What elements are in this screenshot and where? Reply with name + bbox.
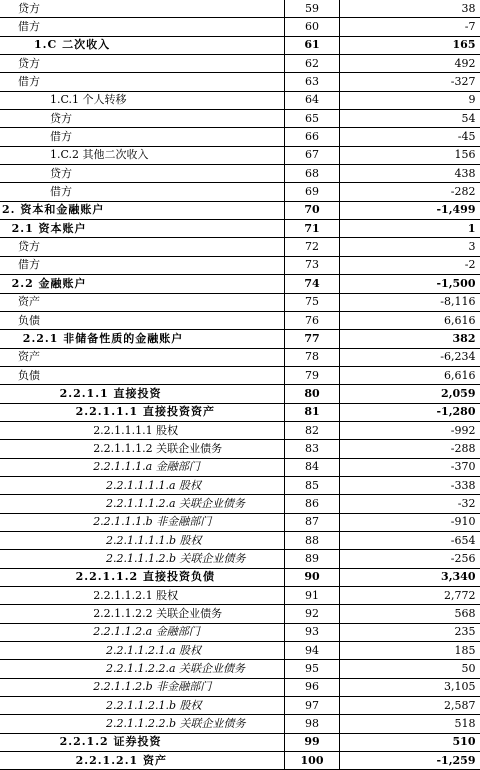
table-row <box>0 568 480 586</box>
row-value: 9 <box>340 91 480 109</box>
table-row <box>0 348 480 366</box>
row-value: 6,616 <box>340 311 480 329</box>
table-row <box>0 678 480 696</box>
row-value: 50 <box>340 660 480 678</box>
row-label: 2.2.1.1.1.2.a 关联企业债务 <box>0 496 245 512</box>
table-row <box>0 531 480 549</box>
line-number: 85 <box>285 476 340 494</box>
table-row <box>0 366 480 384</box>
row-label-cell <box>0 366 285 384</box>
row-value: 438 <box>340 165 480 183</box>
line-number: 78 <box>285 348 340 366</box>
row-label: 借方 <box>0 19 40 35</box>
row-label-cell <box>0 385 285 403</box>
line-number: 94 <box>285 642 340 660</box>
row-value: -1,499 <box>340 201 480 219</box>
row-label-cell <box>0 275 285 293</box>
row-value: -370 <box>340 458 480 476</box>
row-label: 2.2.1.2 证券投资 <box>0 734 162 750</box>
table-row <box>0 715 480 733</box>
table-row <box>0 733 480 751</box>
row-label: 2.2.1 非储备性质的金融账户 <box>0 331 183 347</box>
row-label-cell <box>0 55 285 73</box>
line-number: 79 <box>285 366 340 384</box>
table-row <box>0 697 480 715</box>
row-label-cell <box>0 311 285 329</box>
row-value: 3 <box>340 238 480 256</box>
row-label: 借方 <box>0 184 72 200</box>
row-label: 2.2.1.2.1 资产 <box>0 753 167 769</box>
row-label: 贷方 <box>0 111 72 127</box>
row-value: 382 <box>340 330 480 348</box>
row-label-cell <box>0 128 285 146</box>
row-label-cell <box>0 587 285 605</box>
row-label-cell <box>0 146 285 164</box>
line-number: 72 <box>285 238 340 256</box>
row-label-cell <box>0 421 285 439</box>
row-value: -288 <box>340 440 480 458</box>
line-number: 80 <box>285 385 340 403</box>
row-label: 2.2.1.1.2.b 非金融部门 <box>0 679 211 695</box>
row-label: 2.2.1.1.1.1.b 股权 <box>0 533 202 549</box>
row-label: 2.2.1.1.1.1 股权 <box>0 423 178 439</box>
row-label: 2.2.1.1.1 直接投资资产 <box>0 404 215 420</box>
row-value: -6,234 <box>340 348 480 366</box>
row-value: -654 <box>340 531 480 549</box>
line-number: 60 <box>285 18 340 36</box>
row-label-cell <box>0 403 285 421</box>
row-label-cell <box>0 568 285 586</box>
row-value: 38 <box>340 0 480 18</box>
table-row <box>0 110 480 128</box>
row-label: 2.2.1.1.2.1.a 股权 <box>0 643 201 659</box>
row-value: 3,105 <box>340 678 480 696</box>
line-number: 88 <box>285 531 340 549</box>
table-row <box>0 275 480 293</box>
table-row <box>0 550 480 568</box>
table-row <box>0 238 480 256</box>
row-value: -7 <box>340 18 480 36</box>
row-value: -8,116 <box>340 293 480 311</box>
table-row <box>0 421 480 439</box>
row-value: 2,587 <box>340 697 480 715</box>
line-number: 98 <box>285 715 340 733</box>
row-value: -1,259 <box>340 752 480 770</box>
table-row <box>0 476 480 494</box>
row-label: 借方 <box>0 74 40 90</box>
row-label-cell <box>0 201 285 219</box>
row-value: 165 <box>340 36 480 54</box>
row-value: 568 <box>340 605 480 623</box>
table-row <box>0 128 480 146</box>
table-row <box>0 605 480 623</box>
table-row <box>0 183 480 201</box>
line-number: 93 <box>285 623 340 641</box>
table-row <box>0 73 480 91</box>
table-row <box>0 660 480 678</box>
row-label: 资产 <box>0 294 40 310</box>
row-label-cell <box>0 256 285 274</box>
row-label: 负债 <box>0 313 40 329</box>
row-label-cell <box>0 0 285 18</box>
row-label-cell <box>0 495 285 513</box>
row-label: 2.2.1.1.2.a 金融部门 <box>0 624 200 640</box>
row-label: 2. 资本和金融账户 <box>0 202 104 218</box>
row-label: 负债 <box>0 368 40 384</box>
row-label: 贷方 <box>0 166 72 182</box>
row-label-cell <box>0 183 285 201</box>
table-row <box>0 36 480 54</box>
row-value: 185 <box>340 642 480 660</box>
line-number: 63 <box>285 73 340 91</box>
row-label: 资产 <box>0 349 40 365</box>
row-label-cell <box>0 678 285 696</box>
line-number: 92 <box>285 605 340 623</box>
row-label: 贷方 <box>0 56 40 72</box>
row-label-cell <box>0 330 285 348</box>
row-label-cell <box>0 476 285 494</box>
row-value: -256 <box>340 550 480 568</box>
line-number: 64 <box>285 91 340 109</box>
row-label-cell <box>0 660 285 678</box>
row-value: -338 <box>340 476 480 494</box>
table-row <box>0 311 480 329</box>
line-number: 69 <box>285 183 340 201</box>
row-label: 2.2.1.1.2.2.a 关联企业债务 <box>0 661 245 677</box>
table-row <box>0 403 480 421</box>
row-label-cell <box>0 642 285 660</box>
row-label: 1.C.2 其他二次收入 <box>0 147 149 163</box>
line-number: 61 <box>285 36 340 54</box>
line-number: 82 <box>285 421 340 439</box>
row-value: 2,772 <box>340 587 480 605</box>
line-number: 87 <box>285 513 340 531</box>
line-number: 75 <box>285 293 340 311</box>
line-number: 62 <box>285 55 340 73</box>
row-label-cell <box>0 220 285 238</box>
row-value: 3,340 <box>340 568 480 586</box>
line-number: 70 <box>285 201 340 219</box>
row-label: 贷方 <box>0 239 40 255</box>
row-label-cell <box>0 293 285 311</box>
row-value: 6,616 <box>340 366 480 384</box>
line-number: 90 <box>285 568 340 586</box>
row-label: 借方 <box>0 257 40 273</box>
row-label-cell <box>0 348 285 366</box>
row-value: -282 <box>340 183 480 201</box>
row-label: 2.2.1.1 直接投资 <box>0 386 162 402</box>
row-label: 借方 <box>0 129 72 145</box>
row-label-cell <box>0 73 285 91</box>
row-label-cell <box>0 531 285 549</box>
line-number: 77 <box>285 330 340 348</box>
row-value: 54 <box>340 110 480 128</box>
line-number: 96 <box>285 678 340 696</box>
row-label-cell <box>0 752 285 770</box>
row-label-cell <box>0 715 285 733</box>
row-label: 2.2.1.1.1.a 金融部门 <box>0 459 200 475</box>
line-number: 68 <box>285 165 340 183</box>
row-value: 510 <box>340 733 480 751</box>
row-value: -327 <box>340 73 480 91</box>
row-label: 1.C 二次收入 <box>0 37 110 53</box>
row-value: -1,500 <box>340 275 480 293</box>
table-row <box>0 587 480 605</box>
line-number: 73 <box>285 256 340 274</box>
row-label: 2.2.1.1.1.1.a 股权 <box>0 478 201 494</box>
row-label: 2.2.1.1.1.2.b 关联企业债务 <box>0 551 246 567</box>
table-row <box>0 440 480 458</box>
line-number: 74 <box>285 275 340 293</box>
row-label-cell <box>0 623 285 641</box>
line-number: 81 <box>285 403 340 421</box>
row-label-cell <box>0 91 285 109</box>
table-row <box>0 220 480 238</box>
row-label: 2.2.1.1.2 直接投资负债 <box>0 569 215 585</box>
table-row <box>0 458 480 476</box>
table-row <box>0 752 480 770</box>
table-row <box>0 293 480 311</box>
row-value: 235 <box>340 623 480 641</box>
row-label: 2.2.1.1.2.2 关联企业债务 <box>0 606 222 622</box>
row-label: 2.1 资本账户 <box>0 221 87 237</box>
line-number: 86 <box>285 495 340 513</box>
row-value: -2 <box>340 256 480 274</box>
row-value: 2,059 <box>340 385 480 403</box>
line-number: 97 <box>285 697 340 715</box>
row-value: -45 <box>340 128 480 146</box>
line-number: 84 <box>285 458 340 476</box>
row-label-cell <box>0 458 285 476</box>
line-number: 71 <box>285 220 340 238</box>
table-row <box>0 385 480 403</box>
table-row <box>0 256 480 274</box>
row-label-cell <box>0 18 285 36</box>
table-row <box>0 146 480 164</box>
row-label-cell <box>0 110 285 128</box>
row-label: 2.2 金融账户 <box>0 276 87 292</box>
row-value: 156 <box>340 146 480 164</box>
line-number: 95 <box>285 660 340 678</box>
row-value: -910 <box>340 513 480 531</box>
line-number: 91 <box>285 587 340 605</box>
line-number: 76 <box>285 311 340 329</box>
row-label-cell <box>0 513 285 531</box>
line-number: 89 <box>285 550 340 568</box>
row-label-cell <box>0 550 285 568</box>
table-row <box>0 91 480 109</box>
row-label: 2.2.1.1.2.2.b 关联企业债务 <box>0 716 246 732</box>
line-number: 59 <box>285 0 340 18</box>
row-label: 2.2.1.1.2.1.b 股权 <box>0 698 202 714</box>
table-row <box>0 55 480 73</box>
table-row <box>0 495 480 513</box>
line-number: 66 <box>285 128 340 146</box>
row-label: 2.2.1.1.1.b 非金融部门 <box>0 514 211 530</box>
line-number: 83 <box>285 440 340 458</box>
line-number: 67 <box>285 146 340 164</box>
table-row <box>0 0 480 18</box>
line-number: 65 <box>285 110 340 128</box>
row-label-cell <box>0 440 285 458</box>
row-label-cell <box>0 238 285 256</box>
row-label-cell <box>0 733 285 751</box>
row-label-cell <box>0 697 285 715</box>
table-row <box>0 330 480 348</box>
row-value: 1 <box>340 220 480 238</box>
row-label: 贷方 <box>0 1 40 17</box>
line-number: 99 <box>285 733 340 751</box>
row-value: -1,280 <box>340 403 480 421</box>
row-value: 492 <box>340 55 480 73</box>
row-label-cell <box>0 605 285 623</box>
row-value: -32 <box>340 495 480 513</box>
row-label: 2.2.1.1.2.1 股权 <box>0 588 178 604</box>
row-value: 518 <box>340 715 480 733</box>
row-label-cell <box>0 36 285 54</box>
row-label: 1.C.1 个人转移 <box>0 92 127 108</box>
table-row <box>0 201 480 219</box>
row-value: -992 <box>340 421 480 439</box>
table-row <box>0 642 480 660</box>
table-row <box>0 18 480 36</box>
table-row <box>0 513 480 531</box>
row-label: 2.2.1.1.1.2 关联企业债务 <box>0 441 222 457</box>
table-row <box>0 165 480 183</box>
table-row <box>0 623 480 641</box>
row-label-cell <box>0 165 285 183</box>
line-number: 100 <box>285 752 340 770</box>
